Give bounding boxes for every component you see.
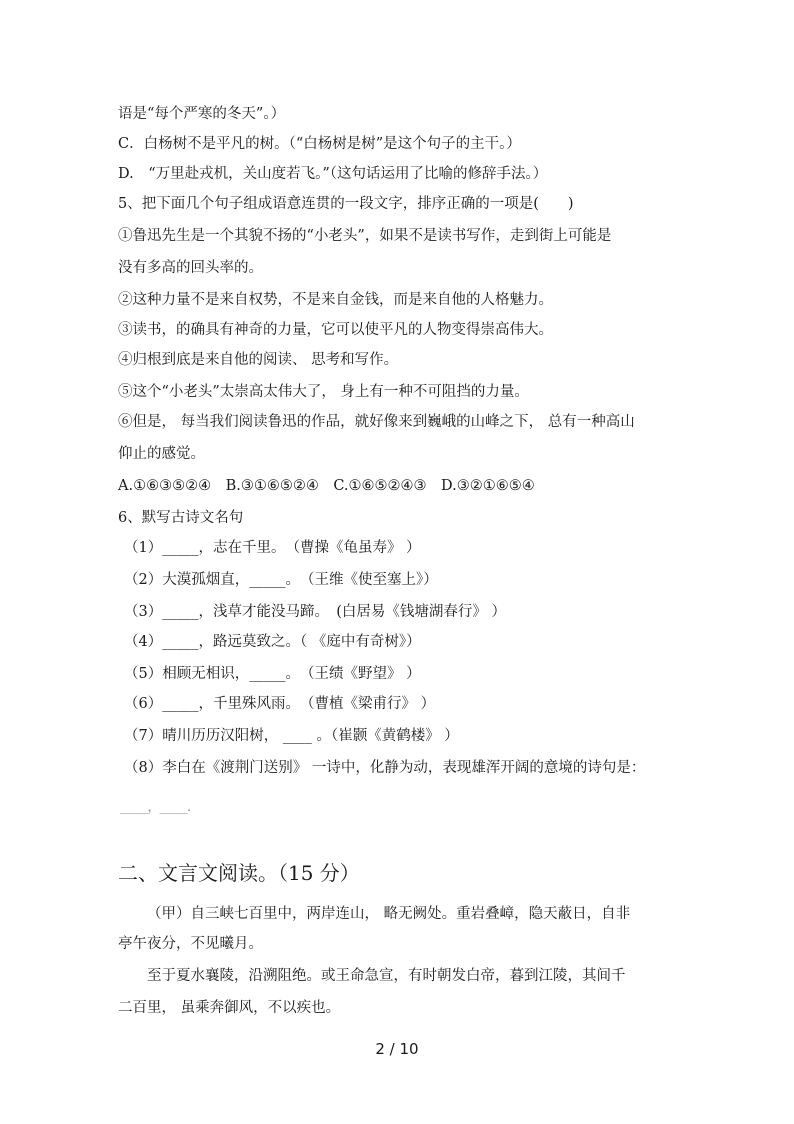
poem-item-1: （1）_____，志在千里。 （曹操《龟虽寿》 ） [124, 540, 421, 556]
sentence-6: ⑥但是， 每当我们阅读鲁迅的作品，就好像来到巍峨的山峰之下， 总有一种高山 [118, 414, 635, 430]
passage-line: 亭午夜分，不见曦月。 [118, 936, 263, 952]
sentence-4: ④归根到底是来自他的阅读、 思考和写作。 [118, 352, 399, 368]
text-line: 语是“每个严寒的冬天”。） [118, 106, 286, 122]
passage-line: 至于夏水襄陵，沿溯阻绝。或王命急宣，有时朝发白帝，暮到江陵，其间千 [147, 968, 626, 984]
sentence-1-cont: 没有多高的回头率的。 [118, 260, 263, 276]
poem-item-8: （8）李白在《渡荆门送别》 一诗中，化静为动，表现雄浑开阔的意境的诗句是： [124, 760, 646, 776]
sentence-2: ②这种力量不是来自权势，不是来自金钱，而是来自他的人格魅力。 [118, 292, 553, 308]
sentence-3: ③读书，的确具有神奇的力量，它可以使平凡的人物变得崇高伟大。 [118, 322, 553, 338]
sentence-1: ①鲁迅先生是一个其貌不扬的“小老头”，如果不是读书写作，走到街上可能是 [118, 228, 612, 244]
answer-options: A.①⑥③⑤②④ B.③①⑥⑤②④ C.①⑥⑤②④③ D.③②①⑥⑤④ [118, 478, 535, 494]
poem-item-3: （3）_____，浅草才能没马蹄。 (白居易《钱塘湖春行》 ） [124, 604, 506, 620]
passage-line: （甲）自三峡七百里中，两岸连山， 略无阙处。重岩叠嶂，隐天蔽日，自非 [147, 906, 631, 922]
passage-line: 二百里， 虽乘奔御风，不以疾也。 [118, 1000, 341, 1016]
answer-blanks: _____，_____. [120, 800, 191, 815]
question-5: 5、把下面几个句子组成语意连贯的一段文字，排序正确的一项是( ) [118, 196, 574, 212]
option-c: C．白杨树不是平凡的树。（“白杨树是树”是这个句子的主干。） [118, 136, 521, 152]
poem-item-5: （5）相顾无相识，_____。 （王绩《野望》 ） [124, 666, 421, 682]
section-title: 二、文言文阅读。（15 分） [118, 861, 360, 885]
sentence-6-cont: 仰止的感觉。 [118, 446, 205, 462]
poem-item-2: （2）大漠孤烟直，_____。 （王维《使至塞上》） [124, 572, 438, 588]
sentence-5: ⑤这个“小老头”太崇高太伟大了， 身上有一种不可阻挡的力量。 [118, 384, 529, 400]
poem-item-4: （4）_____，路远莫致之。（ 《庭中有奇树》） [124, 634, 421, 650]
poem-item-7: （7）晴川历历汉阳树， ____ 。（崔颢《黄鹤楼》 ） [124, 728, 459, 744]
option-d: D. “万里赴戎机，关山度若飞。”（这句话运用了比喻的修辞手法。） [118, 166, 548, 182]
page-number: 2 / 10 [375, 1040, 419, 1058]
question-6: 6、默写古诗文名句 [118, 510, 244, 526]
poem-item-6: （6）_____，千里殊风雨。 （曹植《梁甫行》 ） [124, 696, 436, 712]
